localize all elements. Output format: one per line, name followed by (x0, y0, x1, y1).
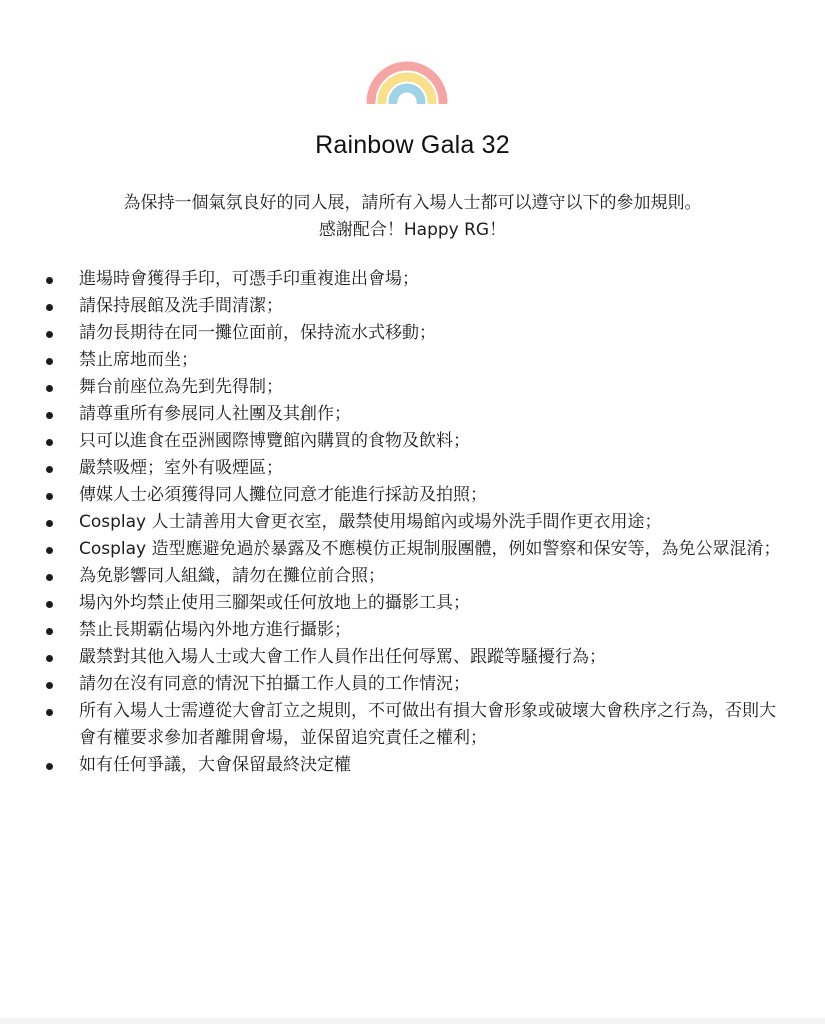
rule-text: 舞台前座位為先到先得制； (79, 377, 283, 397)
rule-text: 進場時會獲得手印，可憑手印重複進出會場； (79, 269, 419, 289)
intro-line: 為保持一個氣氛良好的同人展，請所有入場人士都可以遵守以下的參加規則。 (123, 193, 702, 213)
rule-text: 為免影響同人組織，請勿在攤位前合照； (79, 566, 385, 586)
bullet-icon (46, 628, 53, 635)
rule-text: 嚴禁吸煙；室外有吸煙區； (79, 458, 283, 478)
bullet-icon (46, 682, 53, 689)
bullet-icon (46, 655, 53, 662)
bullet-icon (46, 331, 53, 338)
bullet-icon (46, 277, 53, 284)
bullet-icon (46, 601, 53, 608)
bullet-icon (46, 304, 53, 311)
rule-text: 禁止席地而坐； (79, 350, 198, 370)
rainbow-icon (365, 58, 449, 104)
intro-line: 感謝配合！Happy RG！ (318, 220, 507, 240)
list-item (0, 428, 825, 455)
bullet-icon (46, 574, 53, 581)
rule-text: 嚴禁對其他入場人士或大會工作人員作出任何辱罵、跟蹤等騷擾行為； (79, 647, 606, 667)
bullet-icon (46, 466, 53, 473)
list-item (0, 644, 825, 671)
list-item (0, 266, 825, 293)
bullet-icon (46, 358, 53, 365)
page-title: Rainbow Gala 32 (315, 131, 510, 159)
list-item (0, 617, 825, 644)
list-item (0, 374, 825, 401)
rule-text: 請保持展館及洗手間清潔； (79, 296, 283, 316)
rule-text: 場內外均禁止使用三腳架或任何放地上的攝影工具； (79, 593, 470, 613)
bottom-divider (0, 1018, 825, 1024)
bullet-icon (46, 439, 53, 446)
list-item (0, 320, 825, 347)
bullet-icon (46, 709, 53, 716)
bullet-icon (46, 547, 53, 554)
bullet-icon (46, 412, 53, 419)
rule-text: Cosplay 造型應避免過於暴露及不應模仿正規制服團體，例如警察和保安等，為免公眾混淆； (79, 539, 781, 559)
rule-text: 如有任何爭議，大會保留最終決定權 (79, 755, 351, 775)
rule-text: 禁止長期霸佔場內外地方進行攝影； (79, 620, 351, 640)
list-item (0, 347, 825, 374)
intro-text (0, 190, 825, 244)
list-item (0, 509, 825, 536)
list-item (0, 590, 825, 617)
list-item (0, 293, 825, 320)
list-item (0, 455, 825, 482)
bullet-icon (46, 493, 53, 500)
list-item (0, 563, 825, 590)
list-item (0, 671, 825, 698)
rule-text: 請勿長期待在同一攤位面前，保持流水式移動； (79, 323, 436, 343)
rule-text: 所有入場人士需遵從大會訂立之規則，不可做出有損大會形象或破壞大會秩序之行為，否則大 會有權要求參加者離開會場，並保留追究責任之權利； (79, 701, 776, 748)
rule-text: 只可以進食在亞洲國際博覽館內購買的食物及飲料； (79, 431, 470, 451)
list-item (0, 482, 825, 509)
list-item (0, 401, 825, 428)
bullet-icon (46, 763, 53, 770)
list-item (0, 752, 825, 779)
bullet-icon (46, 520, 53, 527)
list-item (0, 536, 825, 563)
rule-text: 請勿在沒有同意的情況下拍攝工作人員的工作情況； (79, 674, 470, 694)
rule-text: 請尊重所有參展同人社團及其創作； (79, 404, 351, 424)
bullet-icon (46, 385, 53, 392)
rule-text: 傳媒人士必須獲得同人攤位同意才能進行採訪及拍照； (79, 485, 487, 505)
rule-text: Cosplay 人士請善用大會更衣室，嚴禁使用場館內或場外洗手間作更衣用途； (79, 512, 662, 532)
list-item (0, 698, 825, 752)
rules-list (0, 266, 825, 779)
